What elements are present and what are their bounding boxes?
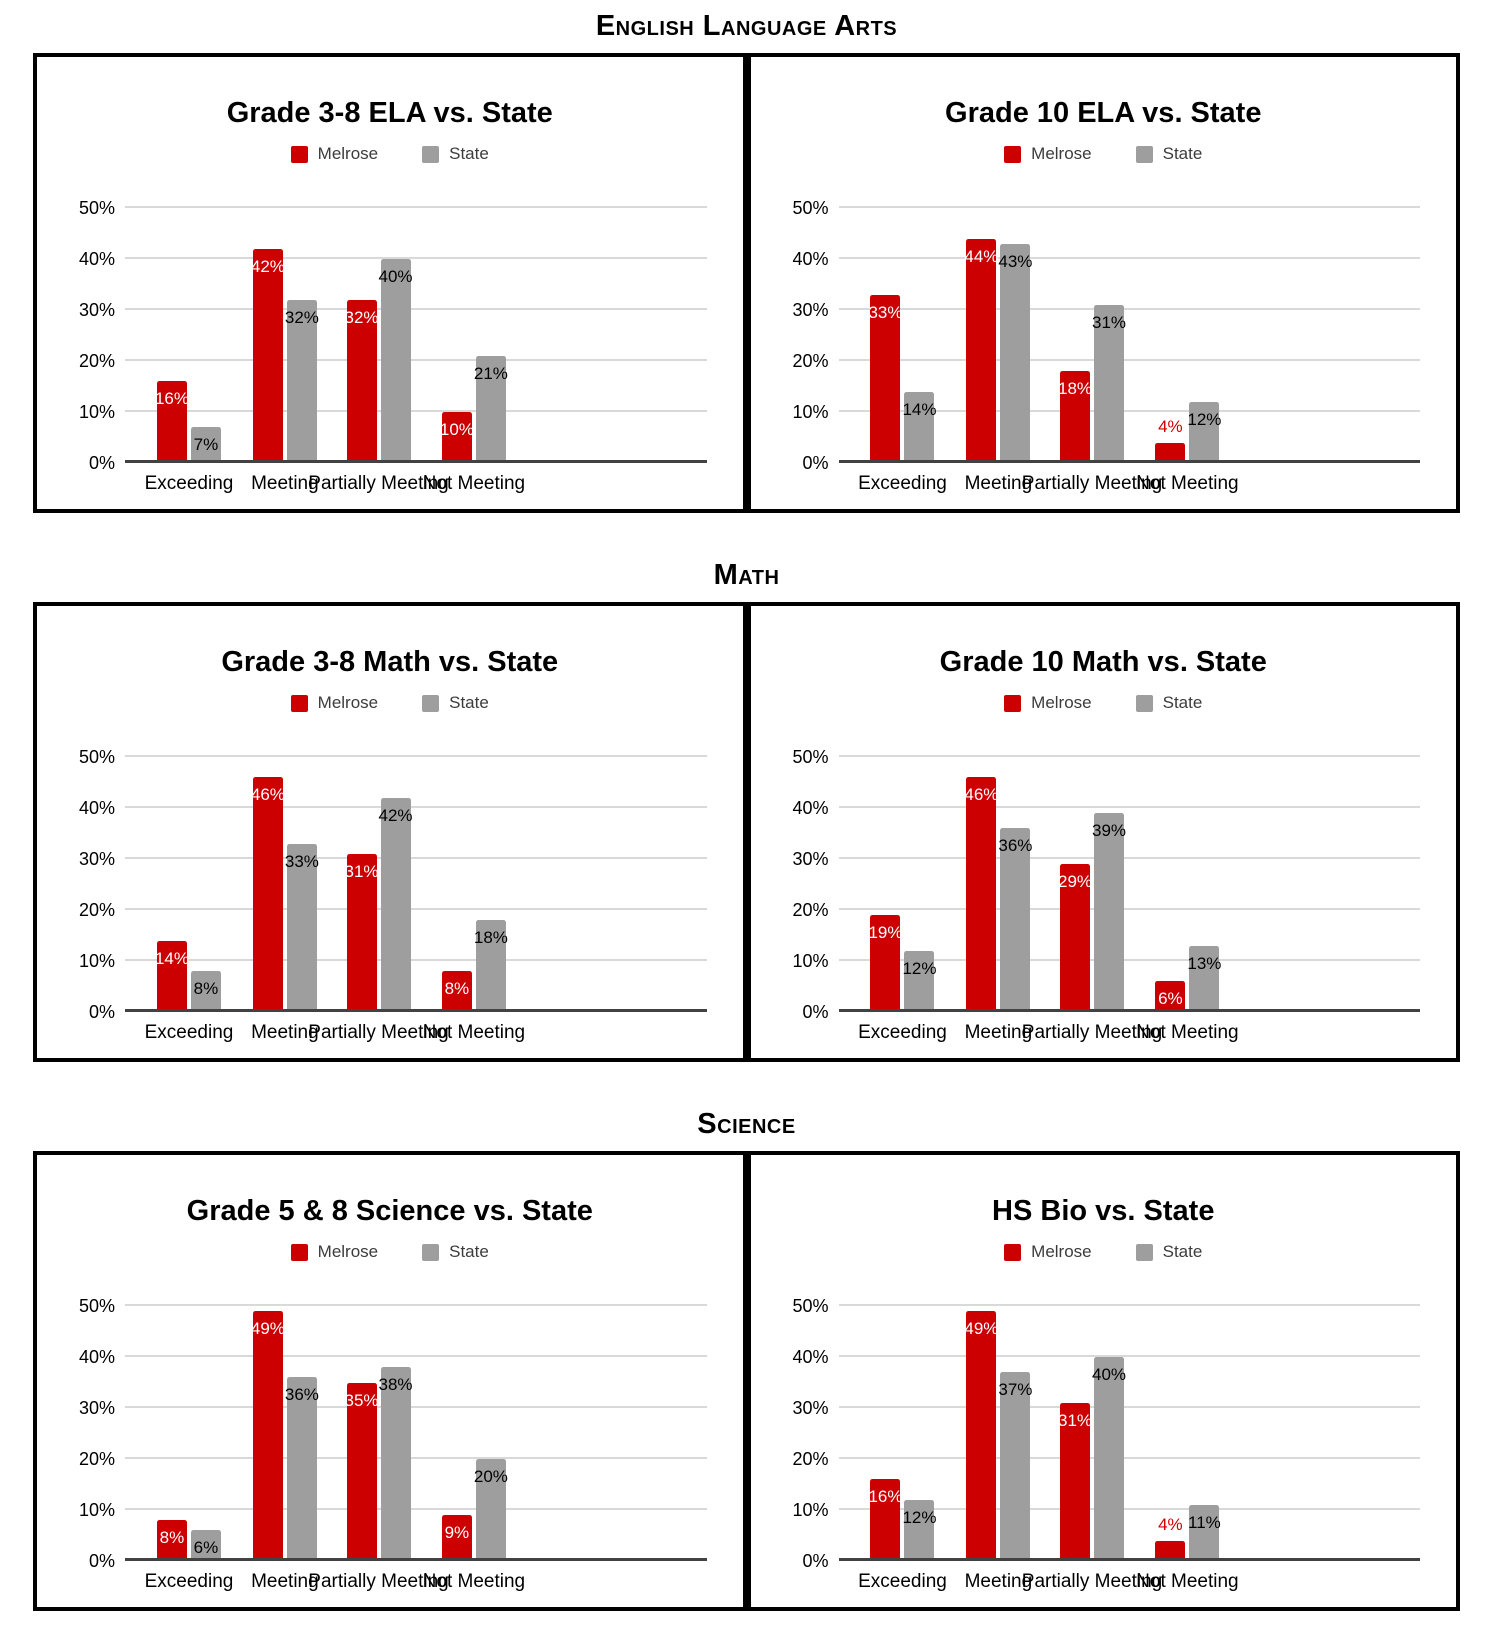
legend-item-state bbox=[422, 1242, 489, 1262]
y-tick-label: 50% bbox=[792, 1296, 829, 1316]
category-label-not-meeting: Not Meeting bbox=[422, 1571, 526, 1592]
bar-value-label-melrose-partially-meeting: 31% bbox=[344, 861, 379, 881]
legend-label-state: State bbox=[449, 1242, 489, 1261]
axis bbox=[792, 1278, 1421, 1592]
plot-area bbox=[777, 1278, 1421, 1605]
y-tick-label: 20% bbox=[78, 351, 115, 371]
bar-value-label-state-partially-meeting: 40% bbox=[1092, 1365, 1127, 1384]
bar-value-label-state-not-meeting: 20% bbox=[473, 1467, 508, 1486]
category-label-partially-meeting: Partially Meeting bbox=[1021, 473, 1163, 494]
bar-value-label-state-partially-meeting: 40% bbox=[378, 267, 413, 286]
gridline-40 bbox=[839, 806, 1421, 808]
gridline-30 bbox=[839, 857, 1421, 859]
legend-item-melrose bbox=[1004, 1242, 1091, 1262]
bar-value-label-melrose-meeting: 44% bbox=[964, 246, 999, 266]
gridline-40 bbox=[125, 257, 707, 259]
category-label-not-meeting: Not Meeting bbox=[1136, 1022, 1239, 1043]
legend-swatch-melrose-icon bbox=[291, 146, 308, 163]
bar-value-label-state-meeting: 37% bbox=[998, 1380, 1033, 1400]
category-label-exceeding: Exceeding bbox=[858, 1571, 947, 1592]
legend-item-state bbox=[422, 693, 489, 713]
gridline-50 bbox=[839, 206, 1421, 208]
bar-value-label-melrose-meeting: 46% bbox=[250, 785, 285, 805]
category-label-meeting: Meeting bbox=[964, 1571, 1033, 1592]
legend-item-state bbox=[1136, 693, 1203, 713]
chart-legend bbox=[37, 693, 743, 713]
gridline-20 bbox=[839, 908, 1421, 910]
chart-panel-grade-10-ela-vs-state bbox=[747, 53, 1461, 513]
chart-panel-grade-5-8-science-vs-state bbox=[33, 1151, 747, 1611]
bar-value-label-melrose-not-meeting: 4% bbox=[1158, 416, 1183, 436]
y-tick-label: 30% bbox=[78, 1398, 115, 1418]
y-tick-label: 20% bbox=[78, 900, 115, 920]
legend-label-state: State bbox=[1162, 693, 1203, 712]
category-label-meeting: Meeting bbox=[251, 1022, 319, 1043]
gridline-10 bbox=[125, 959, 707, 961]
category-label-not-meeting: Not Meeting bbox=[422, 473, 526, 494]
bar-state-meeting bbox=[1000, 1372, 1030, 1561]
y-tick-label: 10% bbox=[792, 951, 829, 971]
chart-title: Grade 3-8 Math vs. State bbox=[221, 646, 559, 678]
category-label-partially-meeting: Partially Meeting bbox=[1021, 1022, 1163, 1043]
y-tick-label: 40% bbox=[792, 1347, 829, 1367]
category-label-exceeding: Exceeding bbox=[144, 473, 234, 494]
legend-swatch-state-icon bbox=[1136, 1244, 1153, 1261]
legend-swatch-state-icon bbox=[422, 695, 439, 712]
chart-row bbox=[33, 602, 1460, 1062]
y-tick-label: 40% bbox=[792, 249, 829, 269]
bar-value-label-state-partially-meeting: 31% bbox=[1092, 312, 1127, 332]
legend-item-melrose bbox=[1004, 144, 1091, 164]
axis bbox=[78, 1278, 707, 1592]
y-tick-label: 0% bbox=[802, 1551, 829, 1571]
legend-label-state: State bbox=[1162, 1242, 1203, 1261]
legend-swatch-melrose-icon bbox=[1004, 146, 1021, 163]
bar-state-meeting bbox=[1000, 244, 1030, 463]
section-heading: Math bbox=[713, 559, 780, 591]
y-tick-label: 10% bbox=[78, 402, 115, 422]
bar-value-label-melrose-meeting: 49% bbox=[250, 1319, 285, 1339]
bar-value-label-state-partially-meeting: 39% bbox=[1092, 821, 1127, 841]
x-axis-line bbox=[125, 1558, 707, 1561]
bar-value-label-melrose-exceeding: 16% bbox=[154, 389, 189, 409]
y-tick-label: 50% bbox=[792, 747, 829, 767]
category-label-partially-meeting: Partially Meeting bbox=[308, 473, 449, 494]
gridline-50 bbox=[839, 755, 1421, 757]
category-label-partially-meeting: Partially Meeting bbox=[308, 1571, 449, 1592]
x-axis-line bbox=[125, 1009, 707, 1012]
y-tick-label: 20% bbox=[792, 900, 829, 920]
y-tick-label: 30% bbox=[78, 300, 115, 320]
category-label-meeting: Meeting bbox=[964, 1022, 1033, 1043]
gridline-40 bbox=[839, 257, 1421, 259]
chart-legend bbox=[37, 1242, 743, 1262]
gridline-20 bbox=[125, 908, 707, 910]
bar-value-label-melrose-exceeding: 14% bbox=[154, 948, 189, 968]
legend-label-melrose: Melrose bbox=[317, 1242, 379, 1261]
chart-row bbox=[33, 1151, 1460, 1611]
legend-label-melrose: Melrose bbox=[317, 144, 379, 163]
gridline-50 bbox=[125, 755, 707, 757]
gridline-50 bbox=[125, 206, 707, 208]
legend-label-melrose: Melrose bbox=[317, 693, 379, 712]
gridline-50 bbox=[125, 1304, 707, 1306]
chart-panel-grade-10-math-vs-state bbox=[747, 602, 1461, 1062]
chart-panel-grade-3-8-ela-vs-state bbox=[33, 53, 747, 513]
axis bbox=[78, 180, 707, 494]
bar-value-label-melrose-not-meeting: 6% bbox=[1158, 989, 1183, 1009]
category-label-exceeding: Exceeding bbox=[144, 1571, 234, 1592]
bar-value-label-melrose-not-meeting: 10% bbox=[439, 420, 474, 439]
y-tick-label: 40% bbox=[78, 249, 115, 269]
chart-legend bbox=[37, 144, 743, 164]
y-tick-label: 10% bbox=[78, 1500, 115, 1520]
bar-value-label-state-partially-meeting: 38% bbox=[378, 1375, 413, 1395]
bar-melrose-meeting bbox=[966, 1311, 996, 1561]
y-tick-label: 0% bbox=[88, 1551, 115, 1571]
chart-title: HS Bio vs. State bbox=[992, 1195, 1215, 1227]
category-label-partially-meeting: Partially Meeting bbox=[1021, 1571, 1163, 1592]
legend-label-melrose: Melrose bbox=[1031, 1242, 1092, 1261]
bar-state-partially-meeting bbox=[381, 259, 411, 463]
chart-legend bbox=[751, 1242, 1457, 1262]
y-tick-label: 0% bbox=[88, 453, 115, 473]
gridline-10 bbox=[125, 1508, 707, 1510]
bar-value-label-state-exceeding: 14% bbox=[902, 399, 937, 419]
bar-state-partially-meeting bbox=[381, 798, 411, 1012]
bar-melrose-meeting bbox=[966, 239, 996, 463]
bar-value-label-state-not-meeting: 21% bbox=[473, 363, 508, 383]
gridline-50 bbox=[839, 1304, 1421, 1306]
bar-value-label-melrose-meeting: 49% bbox=[964, 1319, 999, 1339]
bar-value-label-melrose-partially-meeting: 18% bbox=[1058, 379, 1093, 399]
axis bbox=[792, 729, 1421, 1043]
chart-legend bbox=[751, 144, 1457, 164]
y-tick-label: 10% bbox=[792, 1500, 829, 1520]
y-tick-label: 30% bbox=[792, 300, 829, 320]
category-label-not-meeting: Not Meeting bbox=[422, 1022, 526, 1043]
bar-value-label-state-not-meeting: 12% bbox=[1187, 409, 1222, 429]
bar-state-partially-meeting bbox=[1094, 1357, 1124, 1561]
bar-melrose-meeting bbox=[253, 249, 283, 463]
legend-label-state: State bbox=[449, 693, 489, 712]
bar-value-label-melrose-not-meeting: 8% bbox=[444, 979, 470, 999]
bar-state-partially-meeting bbox=[1094, 813, 1124, 1012]
bar-value-label-melrose-exceeding: 33% bbox=[868, 302, 903, 322]
legend-label-melrose: Melrose bbox=[1031, 693, 1092, 712]
chart-title: Grade 10 Math vs. State bbox=[939, 646, 1267, 678]
plot-area bbox=[63, 729, 707, 1056]
bar-value-label-state-exceeding: 12% bbox=[902, 958, 937, 978]
bar-melrose-meeting bbox=[253, 777, 283, 1012]
legend-swatch-state-icon bbox=[1136, 146, 1153, 163]
y-tick-label: 40% bbox=[78, 798, 115, 818]
bar-value-label-state-not-meeting: 18% bbox=[473, 928, 508, 948]
chart-title: Grade 3-8 ELA vs. State bbox=[226, 97, 553, 129]
bar-value-label-melrose-partially-meeting: 31% bbox=[1058, 1410, 1093, 1430]
section-heading: English Language Arts bbox=[595, 10, 898, 42]
legend-item-state bbox=[1136, 144, 1203, 164]
axis bbox=[78, 729, 707, 1043]
category-label-partially-meeting: Partially Meeting bbox=[308, 1022, 449, 1043]
bar-value-label-state-meeting: 32% bbox=[284, 307, 319, 327]
section-science bbox=[33, 1108, 1460, 1611]
chart-row bbox=[33, 53, 1460, 513]
bar-melrose-meeting bbox=[966, 777, 996, 1012]
legend-swatch-melrose-icon bbox=[291, 1244, 308, 1261]
legend-item-melrose bbox=[291, 693, 378, 713]
y-tick-label: 20% bbox=[792, 1449, 829, 1469]
bar-value-label-melrose-not-meeting: 9% bbox=[444, 1523, 470, 1543]
gridline-20 bbox=[839, 359, 1421, 361]
bar-value-label-state-meeting: 33% bbox=[284, 851, 319, 871]
chart-title: Grade 10 ELA vs. State bbox=[945, 97, 1262, 129]
y-tick-label: 50% bbox=[78, 1296, 115, 1316]
x-axis-line bbox=[839, 1558, 1421, 1561]
y-tick-label: 10% bbox=[792, 402, 829, 422]
section-english-language-arts bbox=[33, 10, 1460, 513]
category-label-meeting: Meeting bbox=[964, 473, 1033, 494]
bar-value-label-state-meeting: 36% bbox=[998, 836, 1033, 856]
bar-value-label-melrose-meeting: 46% bbox=[964, 785, 999, 805]
bar-value-label-melrose-exceeding: 8% bbox=[159, 1528, 185, 1548]
plot-area bbox=[63, 1278, 707, 1605]
bar-value-label-melrose-exceeding: 16% bbox=[868, 1487, 903, 1507]
bar-value-label-state-not-meeting: 11% bbox=[1188, 1512, 1221, 1532]
chart-panel-grade-3-8-math-vs-state bbox=[33, 602, 747, 1062]
y-tick-label: 0% bbox=[802, 453, 829, 473]
bar-melrose-meeting bbox=[253, 1311, 283, 1561]
legend-item-melrose bbox=[291, 144, 378, 164]
gridline-30 bbox=[125, 857, 707, 859]
y-tick-label: 0% bbox=[88, 1002, 115, 1022]
bar-value-label-melrose-partially-meeting: 29% bbox=[1058, 872, 1093, 892]
category-label-not-meeting: Not Meeting bbox=[1136, 473, 1239, 494]
section-math bbox=[33, 559, 1460, 1062]
bar-value-label-melrose-partially-meeting: 35% bbox=[344, 1390, 379, 1410]
legend-item-state bbox=[1136, 1242, 1203, 1262]
legend-swatch-melrose-icon bbox=[291, 695, 308, 712]
legend-swatch-melrose-icon bbox=[1004, 695, 1021, 712]
axis bbox=[792, 180, 1421, 494]
gridline-30 bbox=[839, 308, 1421, 310]
y-tick-label: 20% bbox=[78, 1449, 115, 1469]
chart-legend bbox=[751, 693, 1457, 713]
bar-value-label-state-partially-meeting: 42% bbox=[378, 805, 413, 825]
x-axis-line bbox=[125, 460, 707, 463]
y-tick-label: 30% bbox=[792, 849, 829, 869]
legend-label-state: State bbox=[449, 144, 489, 163]
legend-swatch-state-icon bbox=[422, 1244, 439, 1261]
legend-item-melrose bbox=[1004, 693, 1091, 713]
legend-item-melrose bbox=[291, 1242, 378, 1262]
bar-value-label-melrose-partially-meeting: 32% bbox=[344, 307, 379, 327]
plot-area bbox=[63, 180, 707, 507]
gridline-40 bbox=[839, 1355, 1421, 1357]
x-axis-line bbox=[839, 460, 1421, 463]
category-label-exceeding: Exceeding bbox=[858, 1022, 947, 1043]
bar-value-label-state-exceeding: 12% bbox=[902, 1507, 937, 1527]
gridline-30 bbox=[125, 308, 707, 310]
gridline-30 bbox=[125, 1406, 707, 1408]
legend-label-state: State bbox=[1162, 144, 1203, 163]
chart-title: Grade 5 & 8 Science vs. State bbox=[186, 1195, 593, 1227]
bar-value-label-melrose-meeting: 42% bbox=[250, 256, 285, 276]
legend-swatch-state-icon bbox=[422, 146, 439, 163]
y-tick-label: 50% bbox=[78, 747, 115, 767]
bar-value-label-melrose-not-meeting: 4% bbox=[1158, 1514, 1183, 1534]
legend-swatch-melrose-icon bbox=[1004, 1244, 1021, 1261]
legend-label-melrose: Melrose bbox=[1031, 144, 1092, 163]
y-tick-label: 0% bbox=[802, 1002, 829, 1022]
category-label-meeting: Meeting bbox=[251, 473, 319, 494]
category-label-meeting: Meeting bbox=[251, 1571, 319, 1592]
bar-value-label-state-exceeding: 8% bbox=[193, 979, 219, 999]
gridline-40 bbox=[125, 1355, 707, 1357]
y-tick-label: 40% bbox=[792, 798, 829, 818]
gridline-20 bbox=[125, 359, 707, 361]
y-tick-label: 10% bbox=[78, 951, 115, 971]
bar-value-label-state-meeting: 36% bbox=[284, 1385, 319, 1405]
legend-swatch-state-icon bbox=[1136, 695, 1153, 712]
bar-value-label-state-meeting: 43% bbox=[998, 251, 1033, 271]
gridline-20 bbox=[839, 1457, 1421, 1459]
x-axis-line bbox=[839, 1009, 1421, 1012]
gridline-20 bbox=[125, 1457, 707, 1459]
y-tick-label: 20% bbox=[792, 351, 829, 371]
y-tick-label: 40% bbox=[78, 1347, 115, 1367]
plot-area bbox=[777, 180, 1421, 507]
legend-item-state bbox=[422, 144, 489, 164]
y-tick-label: 30% bbox=[792, 1398, 829, 1418]
plot-area bbox=[777, 729, 1421, 1056]
gridline-30 bbox=[839, 1406, 1421, 1408]
y-tick-label: 50% bbox=[792, 198, 829, 218]
bar-value-label-state-exceeding: 6% bbox=[193, 1538, 219, 1558]
category-label-exceeding: Exceeding bbox=[858, 473, 947, 494]
bar-value-label-state-exceeding: 7% bbox=[193, 435, 219, 455]
category-label-exceeding: Exceeding bbox=[144, 1022, 234, 1043]
section-heading: Science bbox=[697, 1108, 796, 1140]
bar-value-label-melrose-exceeding: 19% bbox=[868, 923, 903, 943]
y-tick-label: 50% bbox=[78, 198, 115, 218]
y-tick-label: 30% bbox=[78, 849, 115, 869]
bar-value-label-state-not-meeting: 13% bbox=[1187, 953, 1222, 973]
chart-panel-hs-bio-vs-state bbox=[747, 1151, 1461, 1611]
gridline-10 bbox=[125, 410, 707, 412]
category-label-not-meeting: Not Meeting bbox=[1136, 1571, 1239, 1592]
